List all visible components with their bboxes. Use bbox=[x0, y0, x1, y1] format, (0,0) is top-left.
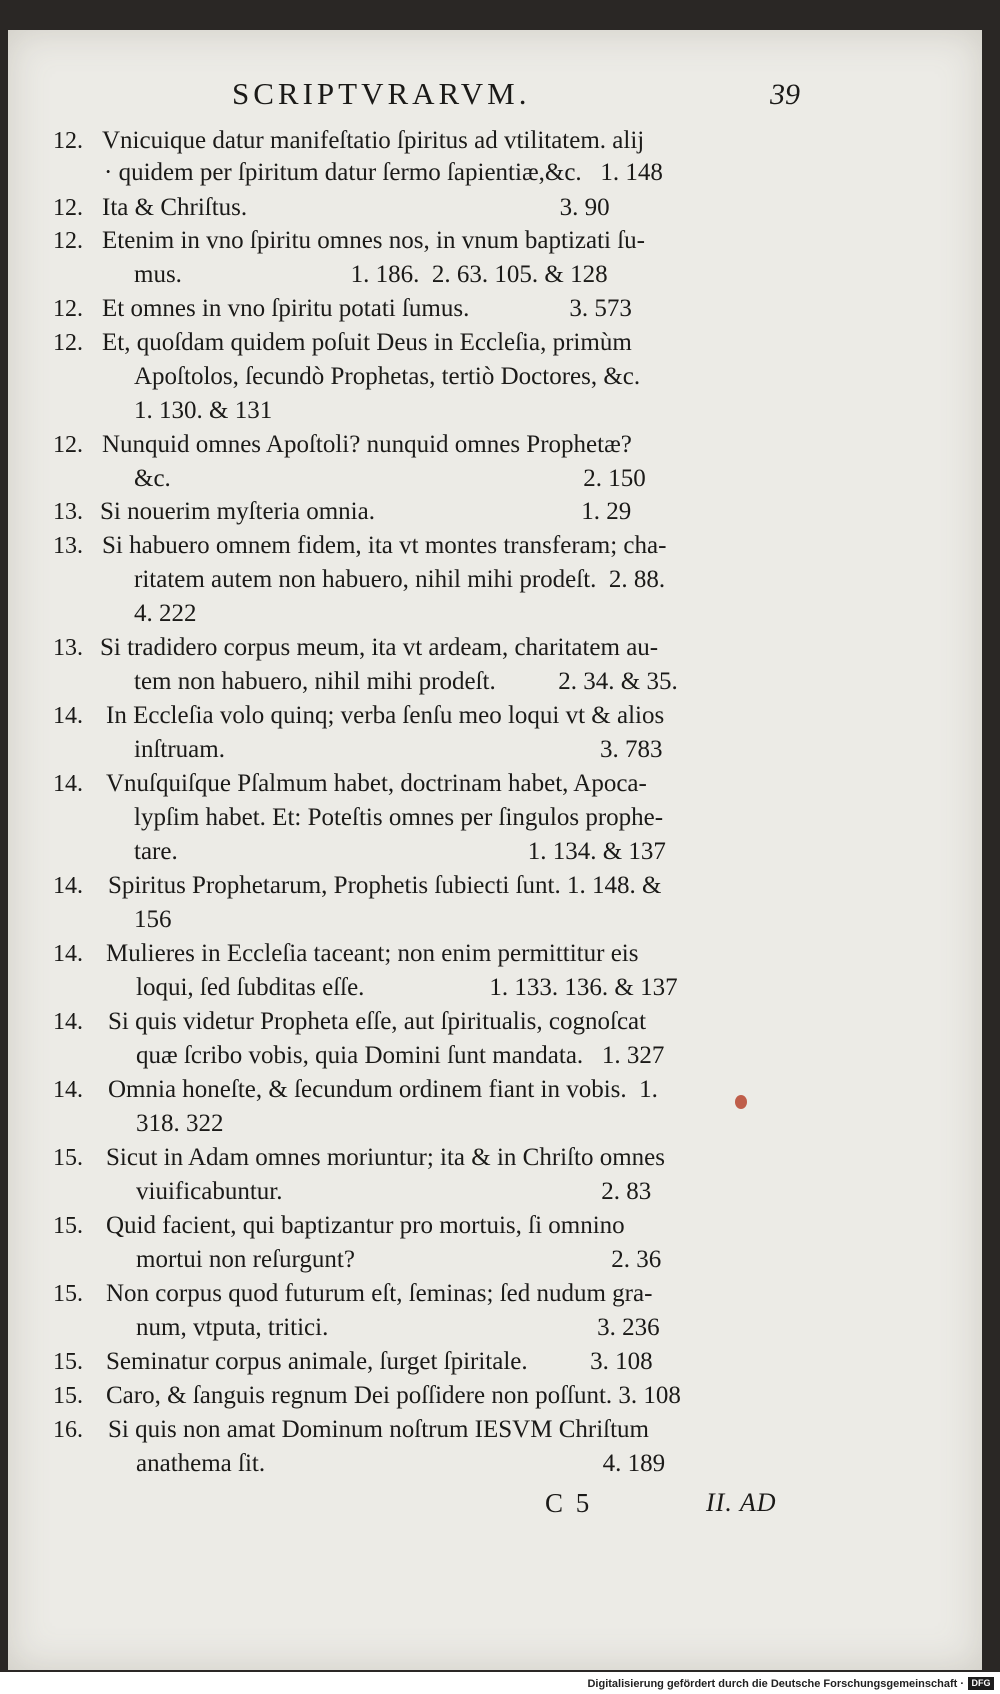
index-entry-text: In Eccleſia volo quinq; verba ſenſu meo loqui vt & alios bbox=[106, 702, 665, 729]
verse-number: 12. bbox=[53, 128, 83, 154]
index-entry-text: anathema ſit. 4. 189 bbox=[136, 1450, 666, 1477]
index-entry-text: Seminatur corpus animale, ſurget ſpiritale. 3. 108 bbox=[106, 1348, 653, 1375]
index-entry-text: Si nouerim myſteria omnia. 1. 29 bbox=[100, 498, 632, 525]
verse-number: 12. bbox=[53, 296, 83, 322]
index-entry-text: 318. 322 bbox=[136, 1110, 224, 1137]
index-entry-text: Mulieres in Eccleſia taceant; non enim permittitur eis bbox=[106, 940, 639, 967]
index-entry-text: tem non habuero, nihil mihi prodeſt. 2. 34. & 35. bbox=[134, 668, 678, 695]
index-entry-text: num, vtputa, tritici. 3. 236 bbox=[136, 1314, 660, 1341]
index-entry-text: mortui non reſurgunt? 2. 36 bbox=[136, 1246, 662, 1273]
verse-number: 13. bbox=[53, 533, 83, 559]
verse-number: 12. bbox=[53, 432, 83, 458]
index-entry-text: loqui, ſed ſubditas eſſe. 1. 133. 136. & 137 bbox=[136, 974, 678, 1001]
index-entry-text: mus. 1. 186. 2. 63. 105. & 128 bbox=[134, 261, 608, 288]
index-entry-text: quæ ſcribo vobis, quia Domini ſunt mandata. 1. 327 bbox=[136, 1042, 665, 1069]
index-entry-text: Et omnes in vno ſpiritu potati ſumus. 3. 573 bbox=[102, 295, 632, 322]
credit-text: Digitalisierung gefördert durch die Deutsche Forschungsgemeinschaft · bbox=[587, 1678, 964, 1690]
verse-number: 15. bbox=[53, 1281, 83, 1307]
index-entry-text: Vnicuique datur manifeſtatio ſpiritus ad vtilitatem. alij bbox=[102, 127, 645, 154]
index-entry-text: Quid facient, qui baptizantur pro mortuis, ſi omnino bbox=[106, 1212, 625, 1239]
verse-number: 14. bbox=[53, 771, 83, 797]
running-title: SCRIPTVRARVM. bbox=[232, 76, 531, 111]
verse-number: 14. bbox=[53, 873, 83, 899]
index-entry-text: viuificabuntur. 2. 83 bbox=[136, 1178, 652, 1205]
index-entry-text: lypſim habet. Et: Poteſtis omnes per ſingulos prophe- bbox=[134, 804, 664, 831]
index-entry-text: Si quis non amat Dominum noſtrum IESVM Chriſtum bbox=[108, 1416, 649, 1443]
index-entry-text: · quidem per ſpiritum datur ſermo ſapientiæ,&c. 1. 148 bbox=[104, 159, 663, 186]
verse-number: 14. bbox=[53, 1009, 83, 1035]
verse-number: 15. bbox=[53, 1349, 83, 1375]
dfg-logo: DFG bbox=[968, 1677, 994, 1690]
index-entry-text: Omnia honeſte, & ſecundum ordinem fiant in vobis. 1. bbox=[108, 1076, 658, 1103]
verse-number: 13. bbox=[53, 499, 83, 525]
verse-number: 14. bbox=[53, 703, 83, 729]
verse-number: 12. bbox=[53, 228, 83, 254]
catchword: II. AD bbox=[706, 1488, 777, 1517]
verse-number: 12. bbox=[53, 195, 83, 221]
index-entry-text: 4. 222 bbox=[134, 600, 197, 627]
verse-number: 15. bbox=[53, 1145, 83, 1171]
index-entry-text: ritatem autem non habuero, nihil mihi prodeſt. 2. 88. bbox=[134, 566, 666, 593]
index-entry-text: Non corpus quod futurum eſt, ſeminas; ſed nudum gra- bbox=[106, 1280, 653, 1307]
verse-number: 12. bbox=[53, 330, 83, 356]
index-entry-text: Si quis videtur Propheta eſſe, aut ſpiritualis, cognoſcat bbox=[108, 1008, 647, 1035]
index-entry-text: Si habuero omnem fidem, ita vt montes transferam; cha- bbox=[102, 532, 667, 559]
page-number: 39 bbox=[770, 78, 800, 111]
index-entry-text: &c. 2. 150 bbox=[134, 465, 646, 492]
index-entry-text: Spiritus Prophetarum, Prophetis ſubiecti ſunt. 1. 148. & bbox=[108, 872, 662, 899]
index-entry-text: inſtruam. 3. 783 bbox=[134, 736, 663, 763]
index-entry-text: Etenim in vno ſpiritu omnes nos, in vnum baptizati ſu- bbox=[102, 227, 645, 254]
index-entry-text: tare. 1. 134. & 137 bbox=[134, 838, 666, 865]
signature-mark: C 5 bbox=[545, 1488, 593, 1518]
verse-number: 16. bbox=[53, 1417, 83, 1443]
verse-number: 13. bbox=[53, 635, 83, 661]
index-entry-text: Et, quoſdam quidem poſuit Deus in Eccleſia, primùm bbox=[102, 329, 632, 356]
index-entry-text: 1. 130. & 131 bbox=[134, 397, 273, 424]
index-entry-text: Sicut in Adam omnes moriuntur; ita & in Chriſto omnes bbox=[106, 1144, 665, 1171]
index-entry-text: 156 bbox=[134, 906, 172, 933]
index-entry-text: Apoſtolos, ſecundò Prophetas, tertiò Doctores, &c. bbox=[134, 363, 641, 390]
index-entry-text: Ita & Chriſtus. 3. 90 bbox=[102, 194, 610, 221]
verse-number: 14. bbox=[53, 941, 83, 967]
index-entry-text: Si tradidero corpus meum, ita vt ardeam, charitatem au- bbox=[100, 634, 659, 661]
verse-number: 14. bbox=[53, 1077, 83, 1103]
verse-number: 15. bbox=[53, 1213, 83, 1239]
verse-number: 15. bbox=[53, 1383, 83, 1409]
index-entry-text: Vnuſquiſque Pſalmum habet, doctrinam habet, Apoca- bbox=[106, 770, 647, 797]
ink-stain bbox=[735, 1095, 747, 1109]
index-entry-text: Nunquid omnes Apoſtoli? nunquid omnes Prophetæ? bbox=[102, 431, 632, 458]
index-entry-text: Caro, & ſanguis regnum Dei poſſidere non poſſunt. 3. 108 bbox=[106, 1382, 681, 1409]
